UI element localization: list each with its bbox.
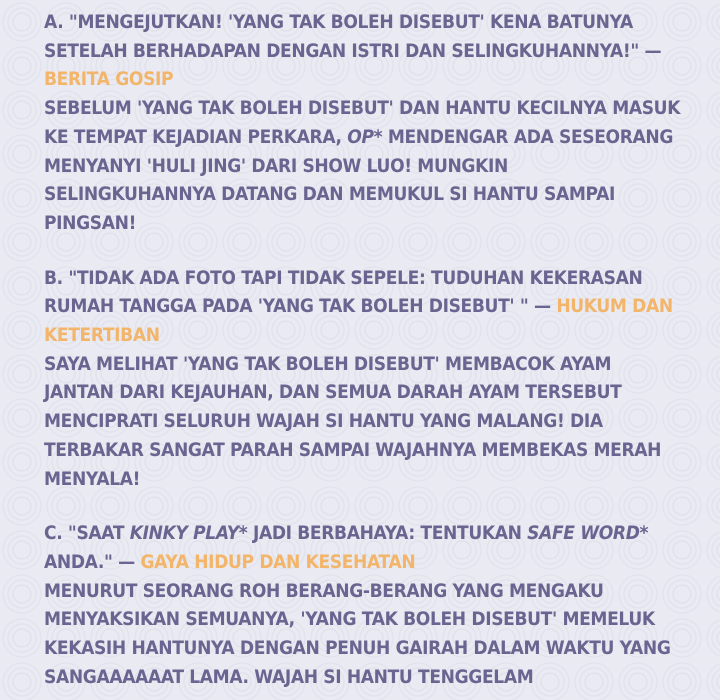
- entry-b-headline-text: B. "TIDAK ADA FOTO TAPI TIDAK SEPELE: TUDUHAN KEKERASAN RUMAH TANGGA PADA 'YANG TAK BOLEH DISEBUT' " —: [44, 266, 643, 318]
- entry-a-source: BERITA GOSIP: [44, 68, 174, 91]
- entry-a-headline: [44, 8, 685, 94]
- entry-a-body-text-2: MENDENGAR ADA SESEORANG MENYANYI 'HULI JING' DARI SHOW LUO! MUNGKIN SELINGKUHANNYA DATANG DAN MEMUKUL SI HANTU SAMPAI PINGSAN!: [44, 125, 674, 234]
- entry-a: [44, 8, 690, 238]
- entry-c-body: MENURUT SEORANG ROH BERANG-BERANG YANG MENGAKU MENYAKSIKAN SEMUANYA, 'YANG TAK BOLEH DISEBUT' MEMELUK KEKASIH HANTUNYA DENGAN PENUH GAIRAH DALAM WAKTU YANG SANGAAAAAAT LAMA. WAJAH SI HANTU TENGGELAM: [44, 579, 671, 688]
- entry-c-headline: [44, 519, 685, 576]
- entry-a-body-text-1: SEBELUM 'YANG TAK BOLEH DISEBUT' DAN HANTU KECILNYA MASUK KE TEMPAT KEJADIAN PERKARA,: [44, 97, 681, 148]
- entry-c-headline-text-1: C. "SAAT: [44, 522, 125, 545]
- entry-a-body: [44, 94, 685, 238]
- entry-c: [44, 519, 690, 691]
- entry-b-body: SAYA MELIHAT 'YANG TAK BOLEH DISEBUT' MEMBACOK AYAM JANTAN DARI KEJAUHAN, DAN SEMUA DARAH AYAM TERSEBUT MENCIPRATI SELURUH WAJAH SI HANTU YANG MALANG! DIA TERBAKAR SANGAT PARAH SAMPAI WAJAHNYA MEMBEKAS MERAH MENYALA!: [44, 352, 662, 490]
- entry-a-body-emphasis: OP*: [347, 125, 383, 148]
- entry-c-headline-emphasis-2: SAFE WORD*: [527, 522, 649, 545]
- entry-c-source: GAYA HIDUP DAN KESEHATAN: [140, 550, 416, 573]
- entry-b: [44, 264, 690, 494]
- entry-c-headline-text-2: JADI BERBAHAYA: TENTUKAN: [252, 522, 522, 545]
- entry-c-headline-emphasis-1: KINKY PLAY*: [129, 522, 248, 545]
- entry-b-source: HUKUM DAN KETERTIBAN: [44, 295, 673, 347]
- entry-a-headline-text: A. "MENGEJUTKAN! 'YANG TAK BOLEH DISEBUT' KENA BATUNYA SETELAH BERHADAPAN DENGAN ISTRI DAN SELINGKUHANNYA!" —: [44, 11, 662, 62]
- entry-b-headline: [44, 264, 685, 350]
- entry-c-headline-text-3: ANDA." —: [44, 550, 135, 573]
